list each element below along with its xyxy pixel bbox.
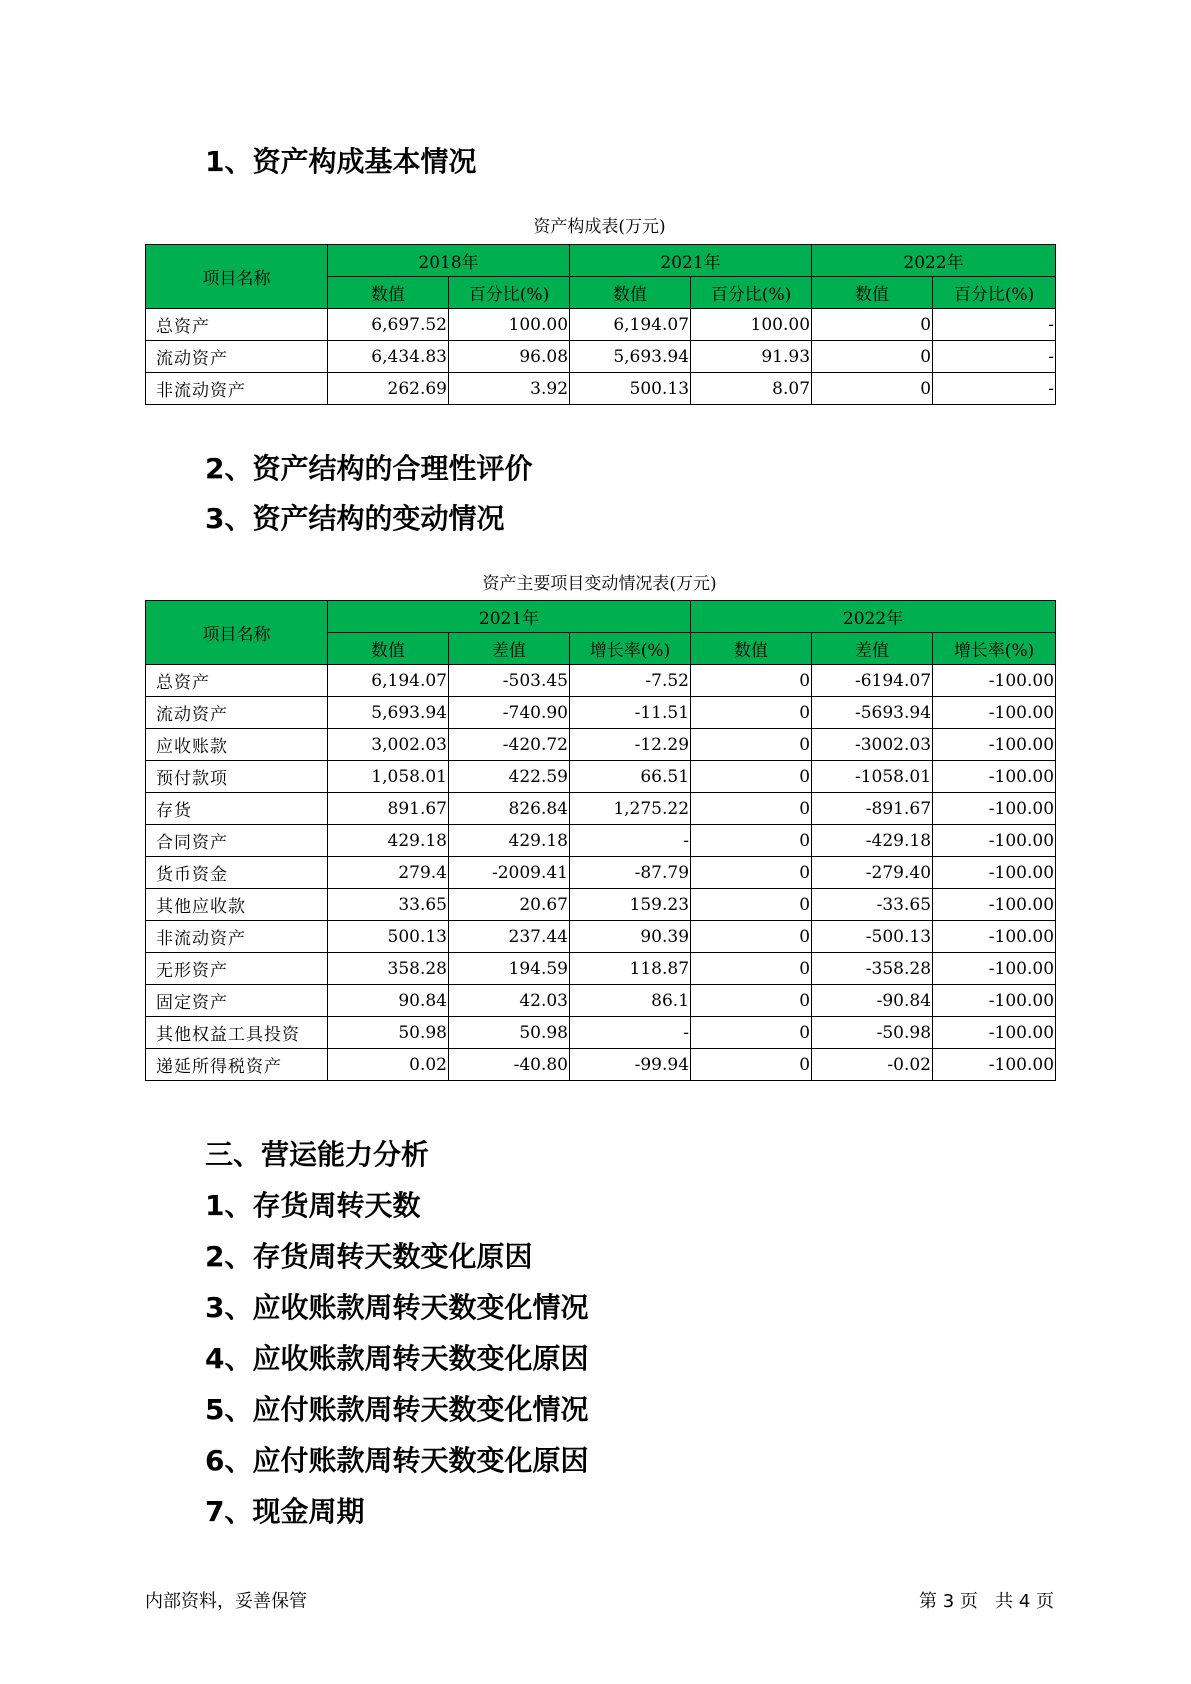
row-item-name: 固定资产 <box>146 985 328 1017</box>
table-cell: -420.72 <box>449 729 570 761</box>
table-cell: -100.00 <box>933 697 1056 729</box>
table-row <box>146 373 1056 405</box>
footer-confidential-note: 内部资料，妥善保管 <box>145 1591 307 1612</box>
table-cell: - <box>933 309 1056 341</box>
table-cell: 20.67 <box>449 889 570 921</box>
table-cell: -5693.94 <box>812 697 933 729</box>
header-item-name: 项目名称 <box>146 601 328 665</box>
section-heading-operating-capacity: 三、营运能力分析 <box>205 1138 430 1171</box>
table-cell: 0 <box>691 985 812 1017</box>
table-cell: 0 <box>691 665 812 697</box>
header-value: 数值 <box>570 277 691 309</box>
table-cell: -2009.41 <box>449 857 570 889</box>
table-cell: 66.51 <box>570 761 691 793</box>
row-item-name: 流动资产 <box>146 341 328 373</box>
table-cell: -358.28 <box>812 953 933 985</box>
table-cell: 5,693.94 <box>328 697 449 729</box>
table-cell: 826.84 <box>449 793 570 825</box>
table-cell: 6,697.52 <box>328 309 449 341</box>
table-cell: 1,058.01 <box>328 761 449 793</box>
table-cell: 237.44 <box>449 921 570 953</box>
header-percent: 百分比(%) <box>933 277 1056 309</box>
section-heading-asset-composition: 1、资产构成基本情况 <box>205 145 477 178</box>
table-cell: 429.18 <box>328 825 449 857</box>
table-cell: 279.4 <box>328 857 449 889</box>
table-cell: 891.67 <box>328 793 449 825</box>
table-row <box>146 697 1056 729</box>
row-item-name: 其他应收款 <box>146 889 328 921</box>
table-cell: -100.00 <box>933 729 1056 761</box>
table-cell: 6,194.07 <box>570 309 691 341</box>
table-cell: 50.98 <box>449 1017 570 1049</box>
section-heading-cash-cycle: 7、现金周期 <box>205 1495 365 1528</box>
table-cell: -100.00 <box>933 1017 1056 1049</box>
section-heading-inventory-turnover-reason: 2、存货周转天数变化原因 <box>205 1240 533 1273</box>
table-cell: 500.13 <box>328 921 449 953</box>
table-cell: 422.59 <box>449 761 570 793</box>
footer-page-number: 第 3 页 共 4 页 <box>919 1591 1054 1612</box>
table-cell: 33.65 <box>328 889 449 921</box>
table-cell: - <box>570 825 691 857</box>
table-caption-asset-change: 资产主要项目变动情况表(万元) <box>482 574 717 594</box>
table-cell: -100.00 <box>933 889 1056 921</box>
row-item-name: 其他权益工具投资 <box>146 1017 328 1049</box>
header-percent: 百分比(%) <box>449 277 570 309</box>
asset-composition-table <box>145 244 1056 405</box>
header-year: 2021年 <box>328 601 691 633</box>
table-cell: 0 <box>691 697 812 729</box>
section-heading-structure-evaluation: 2、资产结构的合理性评价 <box>205 452 533 485</box>
table-cell: 0 <box>691 1049 812 1081</box>
header-growth-rate: 增长率(%) <box>933 633 1056 665</box>
table-cell: 1,275.22 <box>570 793 691 825</box>
table-cell: -1058.01 <box>812 761 933 793</box>
row-item-name: 存货 <box>146 793 328 825</box>
table-cell: -503.45 <box>449 665 570 697</box>
table-cell: -740.90 <box>449 697 570 729</box>
table-cell: 8.07 <box>691 373 812 405</box>
header-item-name: 项目名称 <box>146 245 328 309</box>
table-row <box>146 825 1056 857</box>
header-difference: 差值 <box>812 633 933 665</box>
table-cell: 86.1 <box>570 985 691 1017</box>
table-cell: 0 <box>691 825 812 857</box>
table-cell: - <box>933 341 1056 373</box>
row-item-name: 预付款项 <box>146 761 328 793</box>
section-heading-inventory-turnover: 1、存货周转天数 <box>205 1189 421 1222</box>
table-cell: -3002.03 <box>812 729 933 761</box>
header-value: 数值 <box>328 633 449 665</box>
table-cell: 0 <box>691 1017 812 1049</box>
table-cell: -100.00 <box>933 793 1056 825</box>
table-cell: -100.00 <box>933 825 1056 857</box>
table-cell: 100.00 <box>691 309 812 341</box>
table-cell: -90.84 <box>812 985 933 1017</box>
table-cell: 3.92 <box>449 373 570 405</box>
table-row <box>146 985 1056 1017</box>
table-cell: 118.87 <box>570 953 691 985</box>
table-cell: 100.00 <box>449 309 570 341</box>
table-cell: 6,194.07 <box>328 665 449 697</box>
table-cell: 0 <box>812 309 933 341</box>
header-year: 2018年 <box>328 245 570 277</box>
table-cell: 0 <box>691 729 812 761</box>
table-cell: -100.00 <box>933 1049 1056 1081</box>
table-cell: 159.23 <box>570 889 691 921</box>
table-row <box>146 665 1056 697</box>
section-heading-receivables-turnover-reason: 4、应收账款周转天数变化原因 <box>205 1342 589 1375</box>
row-item-name: 非流动资产 <box>146 921 328 953</box>
table-cell: 0.02 <box>328 1049 449 1081</box>
table-cell: -40.80 <box>449 1049 570 1081</box>
table-cell: 0 <box>691 889 812 921</box>
section-heading-receivables-turnover: 3、应收账款周转天数变化情况 <box>205 1291 589 1324</box>
table-row <box>146 309 1056 341</box>
table-caption-asset-composition: 资产构成表(万元) <box>533 217 666 237</box>
table-cell: 0 <box>691 793 812 825</box>
row-item-name: 递延所得税资产 <box>146 1049 328 1081</box>
table-cell: -100.00 <box>933 953 1056 985</box>
table-cell: -99.94 <box>570 1049 691 1081</box>
table-cell: 3,002.03 <box>328 729 449 761</box>
table-row <box>146 761 1056 793</box>
table-cell: 0 <box>691 857 812 889</box>
row-item-name: 应收账款 <box>146 729 328 761</box>
table-cell: 358.28 <box>328 953 449 985</box>
table-cell: 0 <box>812 373 933 405</box>
section-heading-payables-turnover: 5、应付账款周转天数变化情况 <box>205 1393 589 1426</box>
table-cell: -87.79 <box>570 857 691 889</box>
row-item-name: 非流动资产 <box>146 373 328 405</box>
table-row <box>146 729 1056 761</box>
header-value: 数值 <box>691 633 812 665</box>
section-heading-structure-change: 3、资产结构的变动情况 <box>205 502 505 535</box>
row-item-name: 合同资产 <box>146 825 328 857</box>
header-year: 2022年 <box>812 245 1056 277</box>
table-cell: 262.69 <box>328 373 449 405</box>
table-cell: - <box>570 1017 691 1049</box>
table-row <box>146 953 1056 985</box>
table-cell: -429.18 <box>812 825 933 857</box>
section-heading-payables-turnover-reason: 6、应付账款周转天数变化原因 <box>205 1444 589 1477</box>
table-row <box>146 793 1056 825</box>
table-cell: -100.00 <box>933 857 1056 889</box>
table-row <box>146 1017 1056 1049</box>
table-cell: 5,693.94 <box>570 341 691 373</box>
table-cell: -100.00 <box>933 985 1056 1017</box>
table-cell: 90.39 <box>570 921 691 953</box>
table-row <box>146 1049 1056 1081</box>
table-cell: -100.00 <box>933 665 1056 697</box>
header-difference: 差值 <box>449 633 570 665</box>
table-cell: -33.65 <box>812 889 933 921</box>
table-cell: 91.93 <box>691 341 812 373</box>
table-cell: 6,434.83 <box>328 341 449 373</box>
asset-change-table <box>145 600 1056 1081</box>
table-cell: -100.00 <box>933 921 1056 953</box>
table-cell: 0 <box>812 341 933 373</box>
table-row <box>146 341 1056 373</box>
row-item-name: 总资产 <box>146 309 328 341</box>
header-year: 2021年 <box>570 245 812 277</box>
table-cell: -0.02 <box>812 1049 933 1081</box>
table-cell: -50.98 <box>812 1017 933 1049</box>
header-growth-rate: 增长率(%) <box>570 633 691 665</box>
table-cell: 0 <box>691 921 812 953</box>
row-item-name: 总资产 <box>146 665 328 697</box>
table-cell: -11.51 <box>570 697 691 729</box>
table-row <box>146 857 1056 889</box>
table-cell: -891.67 <box>812 793 933 825</box>
table-cell: -7.52 <box>570 665 691 697</box>
table-cell: 500.13 <box>570 373 691 405</box>
table-row <box>146 921 1056 953</box>
table-cell: 194.59 <box>449 953 570 985</box>
table-cell: -279.40 <box>812 857 933 889</box>
header-year: 2022年 <box>691 601 1056 633</box>
header-value: 数值 <box>328 277 449 309</box>
header-percent: 百分比(%) <box>691 277 812 309</box>
table-cell: 429.18 <box>449 825 570 857</box>
table-cell: 50.98 <box>328 1017 449 1049</box>
table-cell: -500.13 <box>812 921 933 953</box>
table-cell: 90.84 <box>328 985 449 1017</box>
row-item-name: 流动资产 <box>146 697 328 729</box>
table-cell: -12.29 <box>570 729 691 761</box>
table-cell: - <box>933 373 1056 405</box>
table-cell: 96.08 <box>449 341 570 373</box>
row-item-name: 无形资产 <box>146 953 328 985</box>
table-cell: -100.00 <box>933 761 1056 793</box>
table-cell: -6194.07 <box>812 665 933 697</box>
header-value: 数值 <box>812 277 933 309</box>
table-cell: 0 <box>691 761 812 793</box>
table-row <box>146 889 1056 921</box>
table-cell: 42.03 <box>449 985 570 1017</box>
table-cell: 0 <box>691 953 812 985</box>
row-item-name: 货币资金 <box>146 857 328 889</box>
